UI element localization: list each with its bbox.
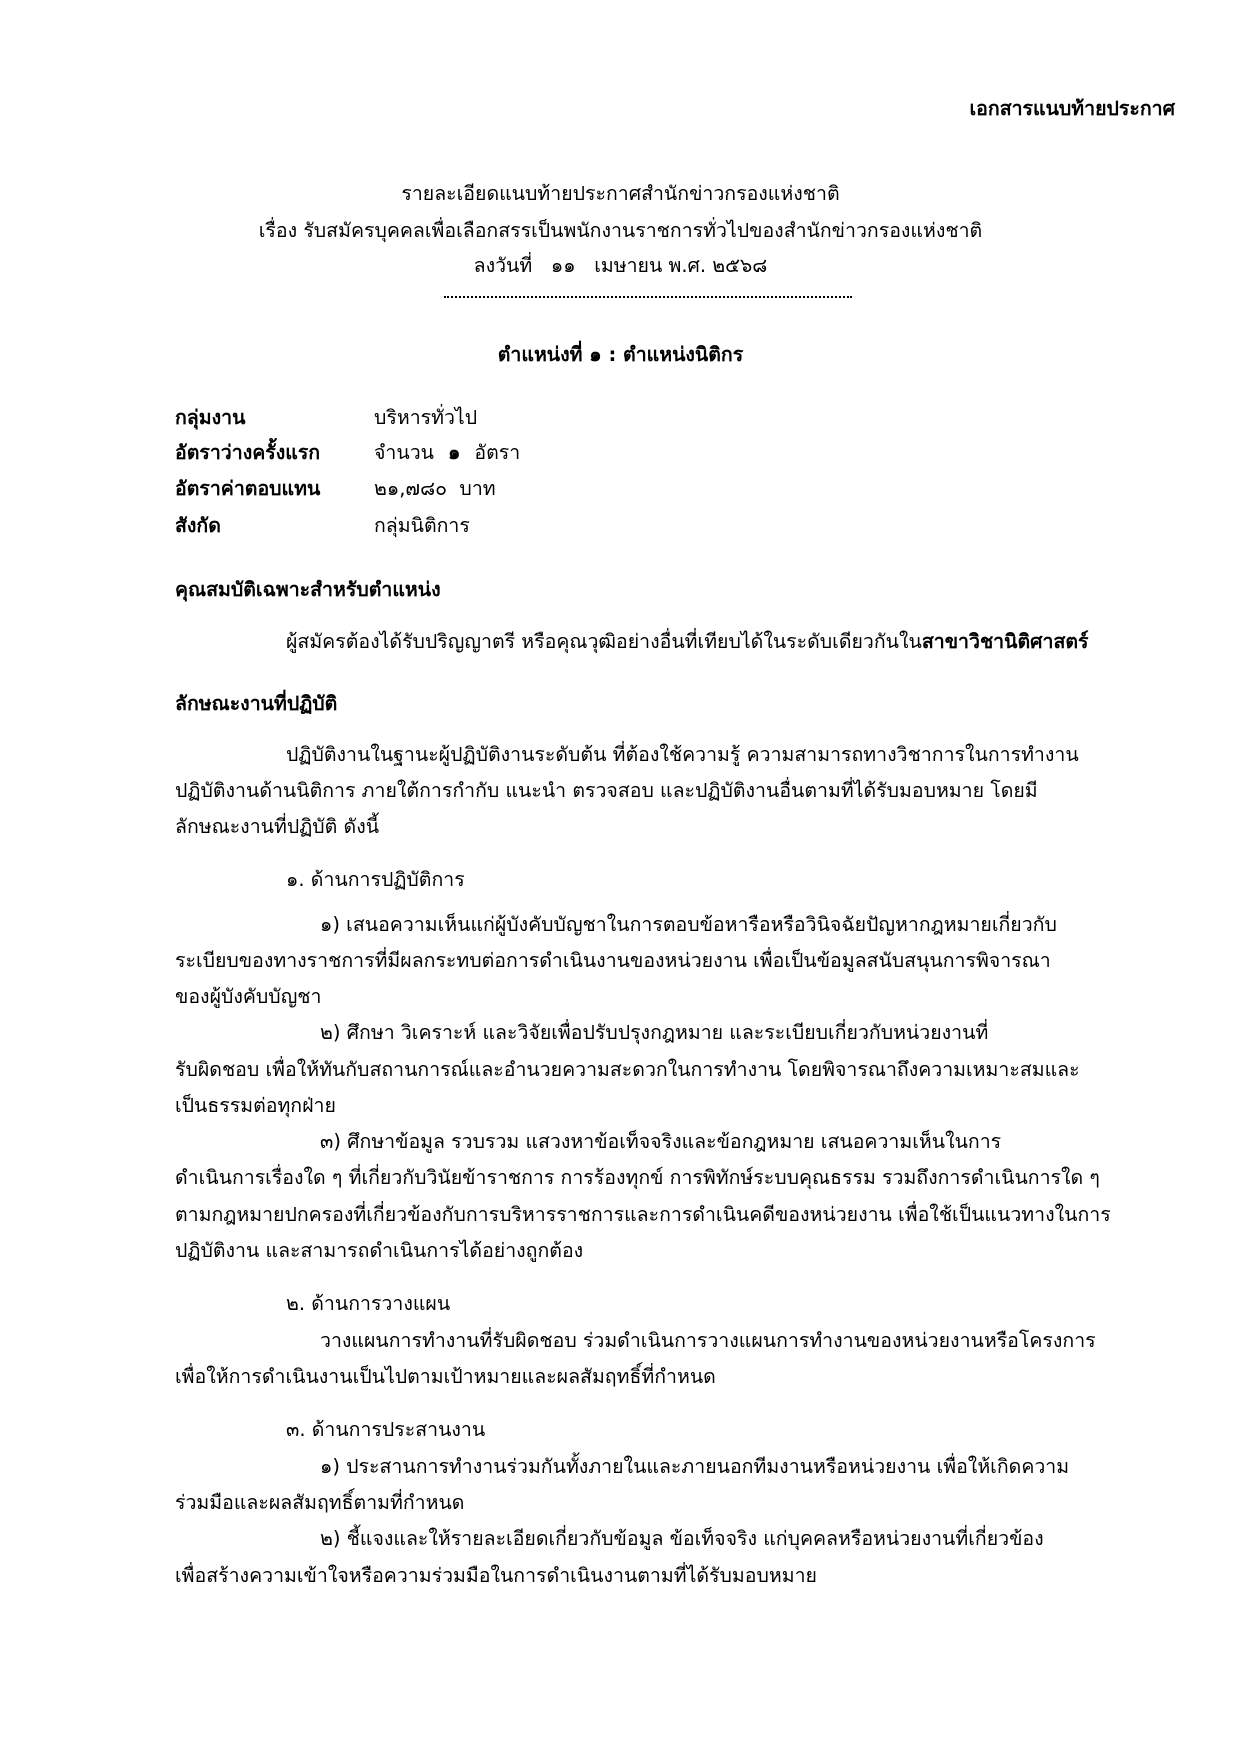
- s1-item2-line: ๒) ศึกษา วิเคราะห์ และวิจัยเพื่อปรับปรุงกฎหมาย และระเบียบเกี่ยวกับหน่วยงานที่: [320, 1021, 989, 1044]
- group-value: บริหารทั่วไป: [374, 406, 478, 429]
- qualification-heading: คุณสมบัติเฉพาะสำหรับตำแหน่ง: [175, 578, 441, 601]
- duties-intro-line: ปฏิบัติงานในฐานะผู้ปฏิบัติงานระดับต้น ที่ต้องใช้ความรู้ ความสามารถทางวิชาการในการทำงาน: [286, 743, 1079, 766]
- group-label: กลุ่มงาน: [175, 406, 246, 429]
- document-label: เอกสารแนบท้ายประกาศ: [969, 97, 1175, 120]
- section-3-title: ๓. ด้านการประสานงาน: [286, 1418, 486, 1441]
- section-1-title: ๑. ด้านการปฏิบัติการ: [286, 868, 465, 891]
- duties-intro-line: ปฏิบัติงานด้านนิติการ ภายใต้การกำกับ แนะนำ ตรวจสอบ และปฏิบัติงานอื่นตามที่ได้รับมอบหมาย โดยมี: [175, 779, 1038, 802]
- qualification-text: [286, 632, 1089, 652]
- qualification-field: สาขาวิชานิติศาสตร์: [921, 630, 1089, 653]
- header-line-3: ลงวันที่ ๑๑ เมษายน พ.ศ. ๒๕๖๘: [473, 254, 768, 277]
- vacancy-label: อัตราว่างครั้งแรก: [175, 441, 321, 464]
- s1-item1-line: ของผู้บังคับบัญชา: [175, 985, 322, 1008]
- s1-item1-line: ๑) เสนอความเห็นแก่ผู้บังคับบัญชาในการตอบข้อหารือหรือวินิจฉัยปัญหากฎหมายเกี่ยวกับ: [320, 913, 1057, 936]
- s3-item2-line: ๒) ชี้แจงและให้รายละเอียดเกี่ยวกับข้อมูล ข้อเท็จจริง แก่บุคคลหรือหน่วยงานที่เกี่ยวข้อง: [320, 1527, 1044, 1550]
- s2-text-line: เพื่อให้การดำเนินงานเป็นไปตามเป้าหมายและผลสัมฤทธิ์ที่กำหนด: [175, 1365, 716, 1388]
- s2-text-line: วางแผนการทำงานที่รับผิดชอบ ร่วมดำเนินการวางแผนการทำงานของหน่วยงานหรือโครงการ: [320, 1329, 1096, 1352]
- vacancy-prefix: จำนวน: [374, 441, 434, 464]
- unit-value: กลุ่มนิติการ: [374, 514, 470, 537]
- s3-item1-line: ร่วมมือและผลสัมฤทธิ์ตามที่กำหนด: [175, 1491, 465, 1514]
- section-2-title: ๒. ด้านการวางแผน: [286, 1292, 451, 1315]
- s1-item2-line: เป็นธรรมต่อทุกฝ่าย: [175, 1094, 336, 1117]
- s1-item3-line: ปฏิบัติงาน และสามารถดำเนินการได้อย่างถูกต้อง: [175, 1239, 584, 1262]
- s3-item2-line: เพื่อสร้างความเข้าใจหรือความร่วมมือในการดำเนินงานตามที่ได้รับมอบหมาย: [175, 1564, 817, 1587]
- salary-value: ๒๑,๗๘๐ บาท: [374, 477, 496, 500]
- header-divider: [444, 296, 852, 298]
- unit-label: สังกัด: [175, 514, 221, 537]
- s1-item3-line: ดำเนินการเรื่องใด ๆ ที่เกี่ยวกับวินัยข้าราชการ การร้องทุกข์ การพิทักษ์ระบบคุณธรรม รวมถึงการดำเนินการใด ๆ: [175, 1166, 1100, 1189]
- header-line-2: เรื่อง รับสมัครบุคคลเพื่อเลือกสรรเป็นพนักงานราชการทั่วไปของสำนักข่าวกรองแห่งชาติ: [258, 219, 983, 242]
- s1-item2-line: รับผิดชอบ เพื่อให้ทันกับสถานการณ์และอำนวยความสะดวกในการทำงาน โดยพิจารณาถึงความเหมาะสมและ: [175, 1058, 1080, 1081]
- s3-item1-line: ๑) ประสานการทำงานร่วมกันทั้งภายในและภายนอกทีมงานหรือหน่วยงาน เพื่อให้เกิดความ: [320, 1455, 1070, 1478]
- salary-label: อัตราค่าตอบแทน: [175, 477, 321, 500]
- qualification-body: ผู้สมัครต้องได้รับปริญญาตรี หรือคุณวุฒิอย่างอื่นที่เทียบได้ในระดับเดียวกันใน: [286, 630, 922, 653]
- s1-item3-line: ๓) ศึกษาข้อมูล รวบรวม แสวงหาข้อเท็จจริงและข้อกฎหมาย เสนอความเห็นในการ: [320, 1130, 1002, 1153]
- position-title: ตำแหน่งที่ ๑ : ตำแหน่งนิติกร: [497, 343, 744, 366]
- header-line-1: รายละเอียดแนบท้ายประกาศสำนักข่าวกรองแห่งชาติ: [401, 182, 840, 205]
- duties-heading: ลักษณะงานที่ปฏิบัติ: [175, 692, 338, 715]
- vacancy-number: ๑: [448, 441, 461, 464]
- s1-item3-line: ตามกฎหมายปกครองที่เกี่ยวข้องกับการบริหารราชการและการดำเนินคดีของหน่วยงาน เพื่อใช้เป็นแนวทางในการ: [175, 1203, 1111, 1226]
- vacancy-suffix: อัตรา: [474, 441, 521, 464]
- duties-intro-line: ลักษณะงานที่ปฏิบัติ ดังนี้: [175, 815, 380, 838]
- s1-item1-line: ระเบียบของทางราชการที่มีผลกระทบต่อการดำเนินงานของหน่วยงาน เพื่อเป็นข้อมูลสนับสนุนการพิจารณา: [175, 949, 1051, 972]
- vacancy-value: [374, 443, 520, 463]
